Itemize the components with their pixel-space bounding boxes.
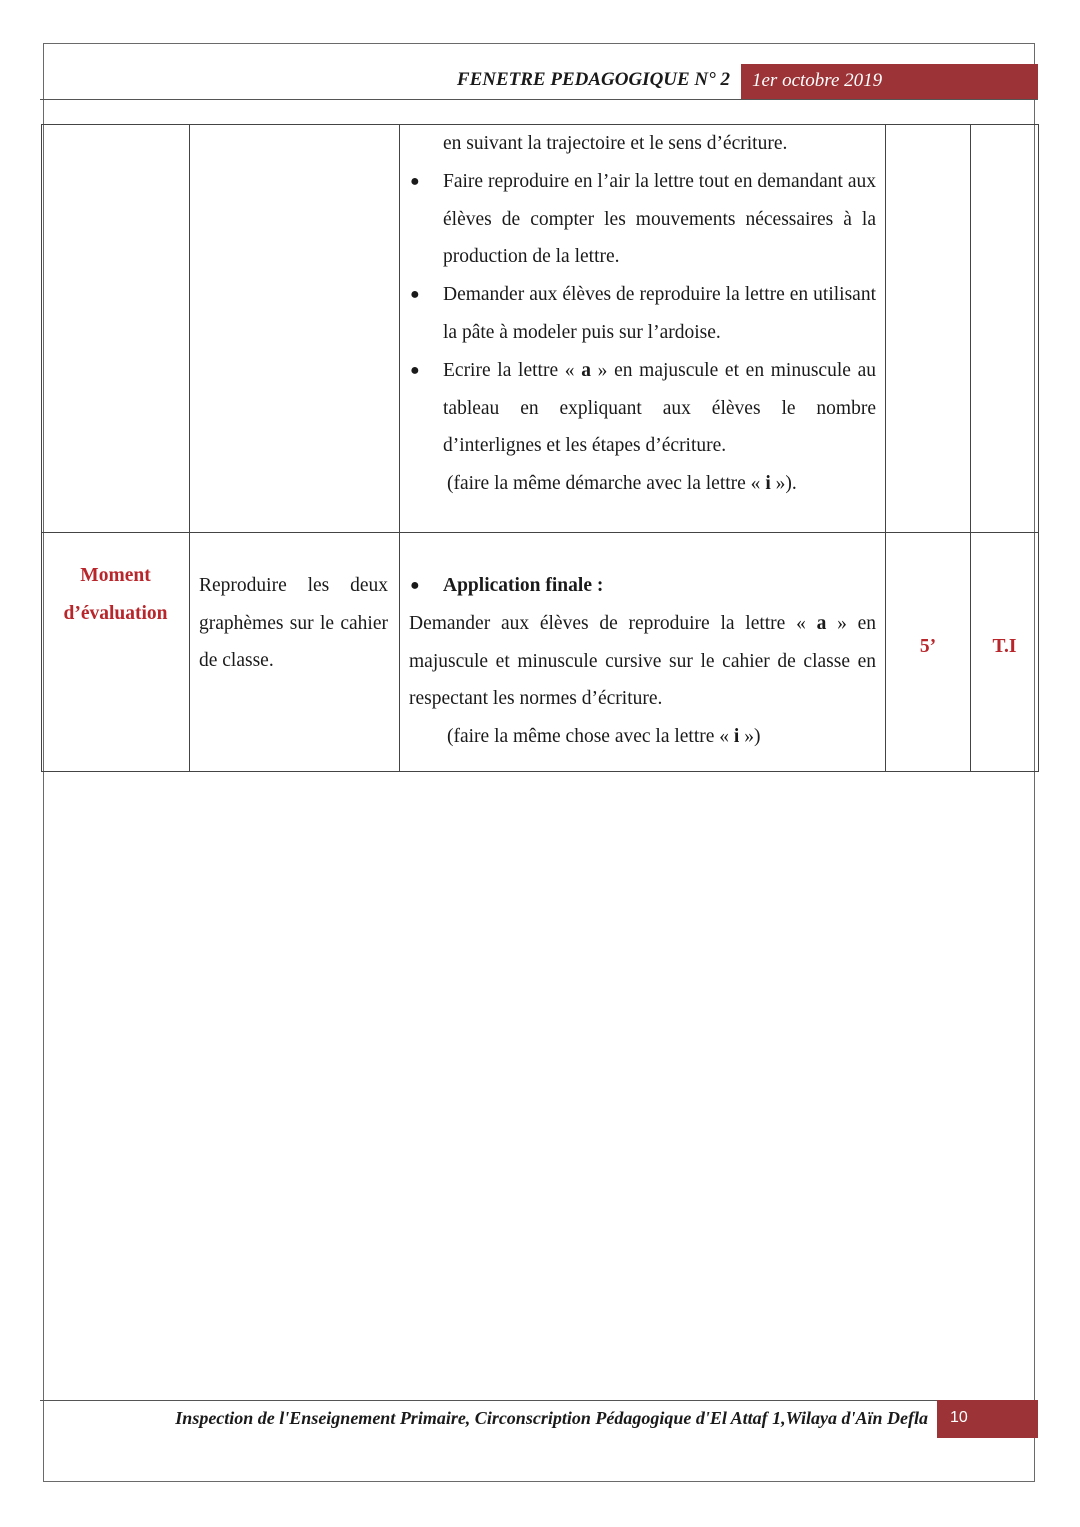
bullet-icon: ● bbox=[410, 361, 420, 379]
objective-cell bbox=[190, 125, 400, 533]
modality-cell bbox=[971, 533, 1039, 772]
note-after: »). bbox=[770, 473, 797, 495]
bullet-icon: ● bbox=[410, 577, 420, 594]
list-item-text: Demander aux élèves de reproduire la lettre en utilisant la pâte à modeler puis sur l’ardoise. bbox=[443, 284, 876, 343]
bullet-icon: ● bbox=[410, 172, 420, 190]
duration-cell bbox=[886, 533, 971, 772]
note-text bbox=[409, 465, 876, 503]
modality-value: T.I bbox=[992, 636, 1017, 657]
bullet-icon: ● bbox=[410, 286, 420, 304]
list-item-text-after: » en majuscule et en minuscule au tableau en expliquant aux élèves le nombre d’interlignes et les étapes d’écriture. bbox=[443, 359, 876, 457]
footer-text: Inspection de l'Enseignement Primaire, Circonscription Pédagogique d'El Attaf 1,Wilaya d'Aïn Defla bbox=[175, 1408, 928, 1428]
activity-list bbox=[409, 163, 876, 465]
letter-i: i bbox=[765, 473, 771, 495]
letter-i: i bbox=[733, 726, 740, 748]
header-title: FENETRE PEDAGOGIQUE N° 2 bbox=[456, 69, 730, 90]
page-number: 10 bbox=[937, 1400, 1038, 1438]
footer-divider bbox=[40, 1400, 1038, 1401]
objective-text: Reproduire les deux graphèmes sur le cahier de classe. bbox=[199, 575, 388, 671]
activity-text-after: » en majuscule et minuscule cursive sur le cahier de classe en respectant les normes d’écriture. bbox=[409, 612, 876, 710]
stage-label-line1: Moment bbox=[80, 565, 151, 586]
note-before: (faire la même chose avec la lettre « bbox=[447, 726, 734, 748]
header-divider bbox=[40, 99, 1038, 100]
note-before: (faire la même démarche avec la lettre « bbox=[447, 473, 766, 495]
activity-text-before: Demander aux élèves de reproduire la lettre « bbox=[409, 612, 817, 634]
duration-cell bbox=[886, 125, 971, 533]
list-item-text: Faire reproduire en l’air la lettre tout en demandant aux élèves de compter les mouvements nécessaires à la production de la lettre. bbox=[443, 170, 876, 268]
list-item bbox=[409, 352, 876, 465]
list-item-text-before: Ecrire la lettre « bbox=[443, 359, 582, 381]
stage-label-line2: d’évaluation bbox=[63, 603, 168, 624]
table-row bbox=[42, 125, 1039, 533]
stage-cell bbox=[42, 125, 190, 533]
objective-cell bbox=[190, 533, 400, 772]
activities-cell bbox=[400, 125, 886, 533]
lesson-plan-table bbox=[41, 124, 1039, 772]
stage-cell bbox=[42, 533, 190, 772]
activity-heading bbox=[409, 567, 876, 605]
activities-cell bbox=[400, 533, 886, 772]
table-row bbox=[42, 533, 1039, 772]
activity-text bbox=[409, 605, 876, 718]
duration-value: 5’ bbox=[919, 636, 937, 657]
continuation-text: en suivant la trajectoire et le sens d’écriture. bbox=[443, 133, 788, 154]
note-text bbox=[409, 718, 876, 756]
activity-heading-text: Application finale : bbox=[443, 575, 604, 596]
header-date: 1er octobre 2019 bbox=[738, 64, 1038, 100]
note-after: ») bbox=[739, 726, 761, 748]
modality-cell bbox=[971, 125, 1039, 533]
letter-a: a bbox=[581, 359, 591, 381]
letter-a: a bbox=[816, 612, 827, 634]
list-item bbox=[409, 163, 876, 276]
list-item bbox=[409, 276, 876, 352]
